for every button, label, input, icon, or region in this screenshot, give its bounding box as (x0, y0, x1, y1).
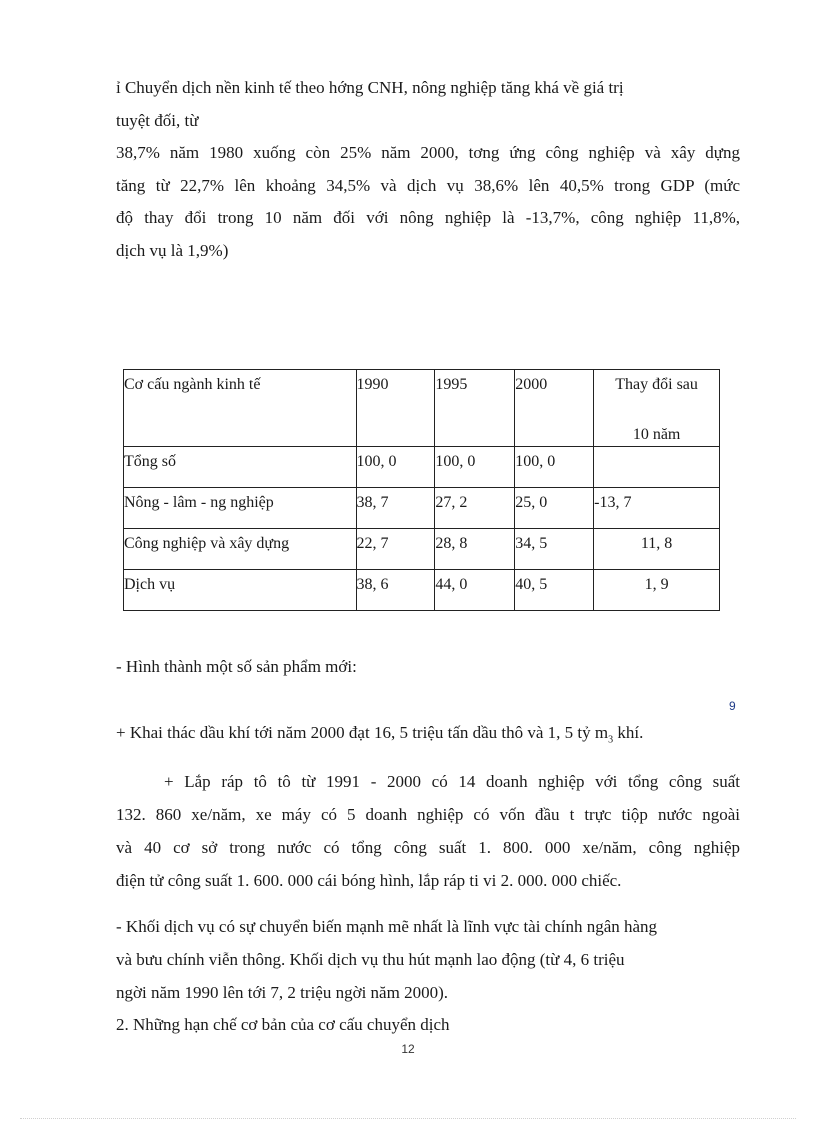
table-cell: 44, 0 (435, 570, 515, 611)
intro-line-1: ỉ Chuyển dịch nền kinh tế theo hớng CNH, nông nghiệp tăng khá về giá trị (116, 78, 624, 97)
services-line-2: và bưu chính viễn thông. Khối dịch vụ thu hút mạnh lao động (từ 4, 6 triệu (116, 950, 625, 969)
page-number: 12 (401, 1042, 415, 1056)
table-cell: 40, 5 (515, 570, 594, 611)
assembly-line-1: + Lắp ráp tô tô từ 1991 - 2000 có 14 doanh nghiệp với tổng công suất (164, 772, 740, 791)
table-row (124, 529, 720, 570)
header-1990: 1990 (356, 370, 435, 447)
table-cell: 1, 9 (594, 570, 720, 611)
section-new-products: - Hình thành một số sản phẩm mới: (116, 657, 357, 676)
page-bottom-divider (20, 1118, 796, 1119)
table-cell: 11, 8 (594, 529, 720, 570)
oil-tail: khí. (613, 723, 644, 742)
table-cell (594, 447, 720, 488)
table-cell: 38, 6 (356, 570, 435, 611)
table-cell: 27, 2 (435, 488, 515, 529)
table-row (124, 447, 720, 488)
assembly-line-2: 132. 860 xe/năm, xe máy có 5 doanh nghiệp có vốn đầu t trực tiộp nước ngoài (116, 805, 740, 824)
intro-line-6: dịch vụ là 1,9%) (116, 241, 229, 260)
table-cell: Nông - lâm - ng nghiệp (124, 488, 357, 529)
intro-line-4: tăng từ 22,7% lên khoảng 34,5% và dịch vụ 38,6% lên 40,5% trong GDP (mức (116, 176, 740, 195)
footnote-number: 9 (729, 699, 736, 713)
table-cell: 100, 0 (515, 447, 594, 488)
table-cell: Dịch vụ (124, 570, 357, 611)
assembly-line-3: và 40 cơ sở trong nước có tổng công suất 1. 800. 000 xe/năm, công nghiệp (116, 838, 740, 857)
table-cell: Công nghiệp và xây dựng (124, 529, 357, 570)
table-cell: 38, 7 (356, 488, 435, 529)
header-change-line-2: 10 năm (632, 426, 681, 443)
table-cell: 34, 5 (515, 529, 594, 570)
header-2000: 2000 (515, 370, 594, 447)
table-row (124, 570, 720, 611)
oil-subscript: 3 (608, 734, 614, 746)
table-row (124, 488, 720, 529)
intro-line-3: 38,7% năm 1980 xuống còn 25% năm 2000, tơng ứng công nghiệp và xây dựng (116, 143, 740, 162)
oil-extraction-line (116, 723, 643, 745)
table-cell: 22, 7 (356, 529, 435, 570)
header-1995: 1995 (435, 370, 515, 447)
oil-text: + Khai thác dầu khí tới năm 2000 đạt 16, 5 triệu tấn dầu thô và 1, 5 tỷ m (116, 723, 609, 742)
services-line-1: - Khối dịch vụ có sự chuyển biến mạnh mẽ nhất là lĩnh vực tài chính ngân hàng (116, 917, 658, 936)
table-cell: Tổng số (124, 447, 357, 488)
table-cell: 100, 0 (356, 447, 435, 488)
header-change-line-1: Thay đổi sau (615, 376, 698, 393)
intro-line-2: tuyệt đối, từ (116, 111, 199, 130)
services-line-3: ngời năm 1990 lên tới 7, 2 triệu ngời năm 2000). (116, 983, 448, 1002)
header-change (594, 370, 720, 447)
intro-line-5: độ thay đổi trong 10 năm đối với nông nghiệp là -13,7%, công nghiệp 11,8%, (116, 208, 740, 227)
section-heading-2: 2. Những hạn chế cơ bản của cơ cấu chuyển dịch (116, 1015, 450, 1034)
economic-structure-table (123, 369, 720, 611)
table-cell: 28, 8 (435, 529, 515, 570)
table-cell: 25, 0 (515, 488, 594, 529)
table-cell: 100, 0 (435, 447, 515, 488)
assembly-line-4: điện tử công suất 1. 600. 000 cái bóng hình, lắp ráp ti vi 2. 000. 000 chiếc. (116, 871, 622, 890)
table-cell: -13, 7 (594, 488, 720, 529)
table-header-row (124, 370, 720, 447)
header-sector: Cơ cấu ngành kinh tế (124, 370, 357, 447)
